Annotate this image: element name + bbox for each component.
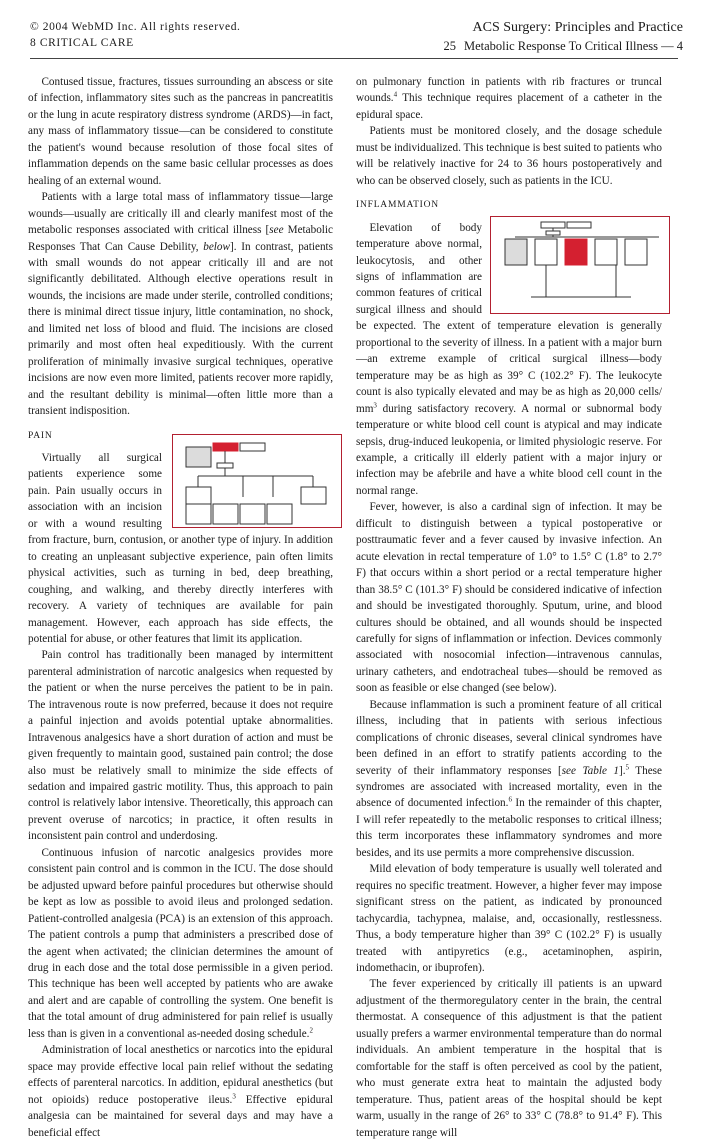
header-rule bbox=[30, 58, 678, 59]
running-header-right bbox=[443, 19, 683, 55]
left-column bbox=[28, 74, 333, 1141]
paragraph-syndromes: Because inflammation is such a prominent feature of all critical illness, including that in patients with serious infectious complications of chronic diseases, several clinical syndromes have been defined in an effort to stratify patients according to the severity of their inflammatory responses [see Table 1].$^5$ These syndromes are associated with increased mortality, even in the absence of documented infection.$^6$ In the remainder of this chapter, I will refer repeatedly to the metabolic responses to critical illness; this term incorporates these inflammatory syndromes and more besides, and its use permits a more comprehensive discussion. bbox=[356, 698, 662, 859]
paragraph-thermostat: The fever experienced by critically ill patients is an upward adjustment of the thermoregulatory center in the brain, the central thermostat. A consequence of this adjustment is that the patient usually prefers a warmer environmental temperature than do normal individuals. An ambient temperature in the hospital that is comfortable for the staff is often perceived as cool by the patient, who must generate extra heat to maintain the adjusted body temperature. Thus, patient areas of the hospital should be kept warm, usually in the range of 26° to 33° C (78.8° to 91.4° F). This temperature range will bbox=[356, 978, 662, 1139]
copyright-line: © 2004 WebMD Inc. All rights reserved. bbox=[30, 21, 241, 33]
reference-3: 3 bbox=[232, 1091, 236, 1100]
paragraph-large-wounds: Patients with a large total mass of inflammatory tissue—large wounds—usually are critically ill and clearly manifest most of the metabolic responses associated with critical illness [see Metabolic Responses That Can Cause Debility, below]. In contrast, patients with small wounds do not appear critically ill and are not significantly debilitated. Although elective operations result in wounds, the incisions are made under sterile, controlled conditions; there is minimal direct tissue injury, little contamination, no shock, and limited net loss of blood and fluid. The incisions are closed primarily and most often heal expeditiously. With the current proliferation of minimally invasive surgical techniques, operative incisions are now even more limited, patients recover more rapidly, and the resultant debility is minimal—often little more than a transient indisposition. bbox=[28, 191, 333, 418]
right-column bbox=[356, 74, 662, 1141]
paragraph-pain-intro: Virtually all surgical patients experience some pain. Pain usually occurs in association with an incision or with a wound resulting from fracture, burn, contusion, or another type of injury. In addition to creating an unpleasant subjective experience, pain often limits physical activities, such as turning in bed, deep breathing, coughing, and walking, and thereby directly interferes with recovery. A variety of techniques are available for pain management. However, each approach has side effects, the potential for abuse, or other features that limit its application. bbox=[28, 451, 333, 645]
paragraph-fever: Fever, however, is also a cardinal sign of infection. It may be difficult to distinguish between a typical postoperative or posttraumatic fever and a fever caused by invasive infection. An acute elevation in rectal temperature of 1.0° to 1.5° C (1.8° to 2.7° F) that occurs within a short period or a rectal temperature higher than 38.5° C (101.3° F) should be considered indicative of infection and should be investigated thoroughly. Sputum, urine, and blood cultures should be obtained, and all wounds should be inspected carefully for signs of inflammation or infection. Devices commonly associated with nosocomial infection—intravenous cannulas, urinary catheters, and endotracheal tubes—should be removed as soon as feasible or else changed (see below). bbox=[356, 501, 662, 695]
inflammation-flowchart-icon bbox=[490, 216, 670, 314]
running-header-left bbox=[30, 19, 241, 51]
paragraph-monitoring: Patients must be monitored closely, and the dosage schedule must be individualized. This technique is best suited to patients who will be relatively inactive for 24 to 36 hours postoperatively and who can be observed closely, such as patients in the ICU. bbox=[356, 125, 662, 187]
chapter-title: Metabolic Response To Critical Illness — 4 bbox=[463, 39, 683, 53]
paragraph-wounds: Contused tissue, fractures, tissues surrounding an abscess or site of infection, inflammatory sites such as the pancreas in pancreatitis or the lung in acute respiratory distress syndrome (ARDS)—in fact, any mass of inflammatory tissue—can be considered to constitute the patient's wound because resolution of those focal sites of inflammation depends on the same basic cellular processes as does healing of an external wound. bbox=[28, 76, 333, 187]
reference-4: 4 bbox=[393, 90, 398, 99]
paragraph-pain-control: Pain control has traditionally been managed by intermittent parenteral administration of narcotic analgesics when requested by the patient or when the nurse perceives the patient to be in pain. The intravenous route is now preferred, because it does not require a painful injection and avoids potential uptake abnormalities. Intravenous analgesics have a short duration of action and must be given frequently to maintain good, sustained pain control; the dose also must be relatively small to minimize the side effects of sedation and impaired gastric motility. Thus, this approach to pain control is relatively labor intensive. Theoretically, this approach can prevent overuse of narcotics; in practice, it often results in inconsistent pain control and underdosing. bbox=[28, 649, 333, 843]
paragraph-pulmonary: on pulmonary function in patients with rib fractures or truncal wounds.$^4$ This technique requires placement of a catheter in the epidural space. bbox=[356, 76, 662, 121]
chapter-line bbox=[443, 37, 683, 55]
section-heading-pain: PAIN bbox=[28, 430, 53, 441]
section-label: 8 CRITICAL CARE bbox=[30, 37, 134, 49]
paragraph-epidural: Administration of local anesthetics or narcotics into the epidural space may provide effective local pain relief without the sedating effects of parenteral narcotics. In addition, epidural anesthetics (but not opioids) reduce postoperative ileus.$^3$ Effective epidural analgesia can be maintained for several days and may have a beneficial effect bbox=[28, 1044, 333, 1139]
pain-flowchart-icon bbox=[172, 434, 342, 528]
paragraph-mild-elevation: Mild elevation of body temperature is usually well tolerated and requires no specific treatment. However, a higher fever may impose significant stress on the patient, as indicated by pronounced tachycardia, tachypnea, malaise, and, occasionally, restlessness. Thus, a body temperature higher than 39° C (102.2° F) is usually treated with antipyretics (e.g., acetaminophen, aspirin, indomethacin, or ibuprofen). bbox=[356, 863, 662, 975]
paragraph-inflammation-intro: Elevation of body temperature above normal, leukocytosis, and other signs of inflammation are common features of critical surgical illness and should be expected. The extent of temperature elevation is generally proportional to the severity of illness. In a patient with a major burn—an extreme example of critical surgical illness—body temperature may be as high as 39° C (102.2° F). The leukocyte count is also typically elevated and may be as high as 20,000 cells/ $mm^3$ during satisfactory recovery. A normal or subnormal body temperature or white blood cell count is atypical and may indicate sepsis, drug-induced leukopenia, or limited physiologic reserve. For example, a critically ill elderly patient with a major injury or infection may be afebrile and have a white blood cell count in the normal range. bbox=[356, 221, 662, 497]
reference-5: 5 bbox=[625, 762, 630, 771]
paragraph-continuous-infusion: Continuous infusion of narcotic analgesics provides more consistent pain control and is common in the ICU. The dose should be adjusted upward before painful procedures but otherwise should be kept as low as possible to avoid ileus and prolonged sedation. Patient-controlled analgesia (PCA) is an extension of this approach. The patient controls a pump that administers a prescribed dose of the agent when activated; the clinician determines the amount of drug in each dose and the total dose permissible in a given period. This technique has been well accepted by patients who are awake and alert and are capable of controlling the system. One benefit is that the total amount of drug administered for pain relief is usually less than is given in a conventional as-needed dosing schedule.$^2$ bbox=[28, 846, 333, 1040]
section-heading-inflammation: INFLAMMATION bbox=[356, 200, 439, 211]
chapter-number: 25 bbox=[443, 39, 456, 53]
reference-6: 6 bbox=[508, 795, 512, 804]
table-1-link[interactable]: see Table 1 bbox=[561, 764, 619, 777]
book-title: ACS Surgery: Principles and Practice bbox=[472, 20, 683, 35]
reference-2: 2 bbox=[309, 1026, 313, 1035]
